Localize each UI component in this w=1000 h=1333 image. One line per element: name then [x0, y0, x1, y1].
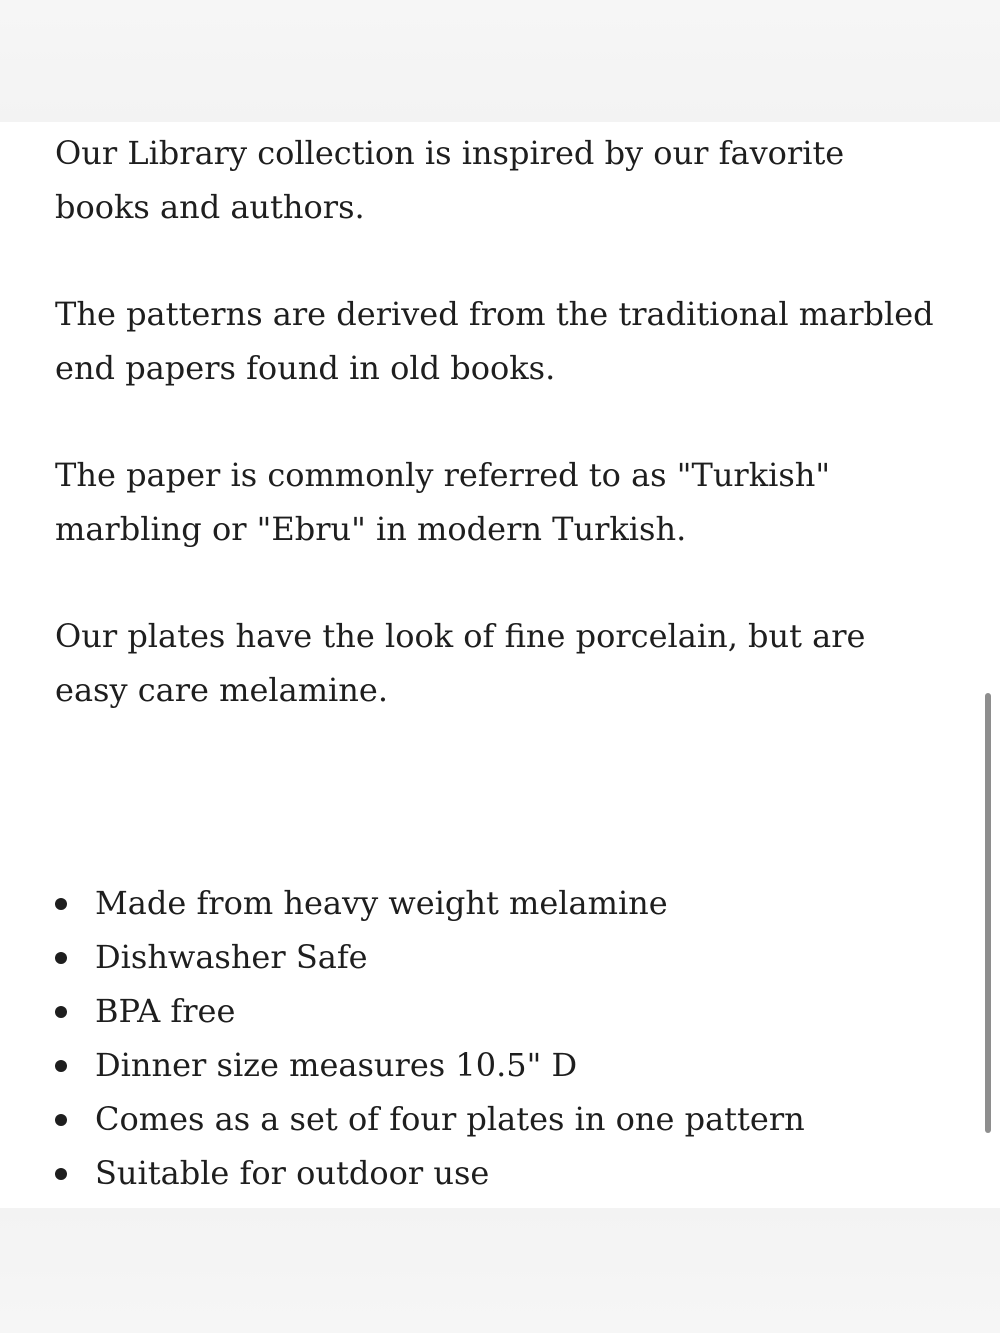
top-margin: [0, 0, 1000, 122]
bullet-icon: [55, 1006, 67, 1018]
bullet-icon: [55, 1168, 67, 1180]
list-item: [47, 984, 805, 1038]
feature-text: BPA free: [95, 992, 236, 1030]
feature-list: [47, 876, 805, 1200]
list-item: [47, 1038, 805, 1092]
paragraph-patterns: The patterns are derived from the traditional marbled end papers found in old books.: [55, 295, 934, 387]
bottom-margin: [0, 1208, 1000, 1333]
bullet-icon: [55, 952, 67, 964]
feature-text: Suitable for outdoor use: [95, 1154, 490, 1192]
product-description-panel: [0, 122, 1000, 1208]
feature-text: Comes as a set of four plates in one pattern: [95, 1100, 805, 1138]
bullet-icon: [55, 1060, 67, 1072]
bullet-icon: [55, 898, 67, 910]
feature-text: Dishwasher Safe: [95, 938, 368, 976]
scrollbar[interactable]: [985, 693, 991, 1133]
paragraph-plates: Our plates have the look of fine porcelain, but are easy care melamine.: [55, 617, 866, 709]
list-item: [47, 1146, 805, 1200]
list-item: [47, 930, 805, 984]
feature-text: Made from heavy weight melamine: [95, 884, 668, 922]
list-item: [47, 1092, 805, 1146]
paragraph-collection: Our Library collection is inspired by our favorite books and authors.: [55, 134, 845, 226]
bullet-icon: [55, 1114, 67, 1126]
feature-text: Dinner size measures 10.5" D: [95, 1046, 578, 1084]
list-item: [47, 876, 805, 930]
paragraph-paper: The paper is commonly referred to as "Turkish" marbling or "Ebru" in modern Turkish.: [55, 456, 831, 548]
